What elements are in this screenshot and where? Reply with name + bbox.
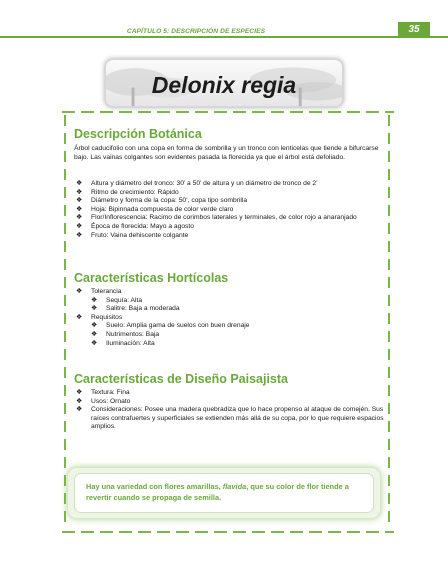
- section-heading-horticultural: Características Hortícolas: [74, 271, 229, 285]
- bullet-icon: ❖: [76, 188, 83, 196]
- bullet-icon: ❖: [76, 406, 83, 414]
- variety-note-text: Hay una variedad con flores amarillas, flavida, que su color de flor tiende a revertir cuando se propaga de semilla.: [86, 482, 349, 502]
- bullet-icon: ❖: [76, 288, 83, 295]
- variety-note-box: [68, 468, 380, 518]
- landscape-bullet-list: [76, 389, 386, 432]
- list-item: ❖ Hoja: Bipinnada compuesta de color verde claro: [76, 205, 234, 213]
- bullet-icon: ❖: [76, 231, 83, 239]
- horticultural-bullet-list: [76, 288, 386, 348]
- bullet-icon: ❖: [91, 322, 98, 330]
- title-banner: [104, 58, 344, 108]
- frame-border-right: [388, 115, 390, 527]
- list-item: ❖ Ritmo de crecimiento: Rápido: [76, 188, 179, 196]
- bullet-icon: ❖: [91, 296, 98, 304]
- botanical-paragraph: Árbol caducifolio con una copa en forma de sombrilla y un tronco con lenticelas que tiende a bifurcarse bajo. Las vainas colgantes son evidentes pasada la florecida ya que el árbol está defoliado.: [74, 145, 379, 162]
- list-item: ❖ Iluminación: Alta: [91, 339, 155, 347]
- list-item: ❖ Textura: Fina: [76, 389, 130, 396]
- list-item: ❖ Suelo: Amplia gama de suelos con buen drenaje: [91, 322, 250, 330]
- botanical-bullet-list: [76, 180, 386, 240]
- list-item: ❖ Nutrimentos: Baja: [91, 330, 160, 338]
- bullet-icon: ❖: [76, 313, 83, 321]
- section-heading-botanical: Descripción Botánica: [74, 127, 202, 141]
- frame-border-left: [64, 115, 66, 527]
- bullet-icon: ❖: [76, 222, 83, 230]
- list-item: ❖ Tolerancia: [76, 288, 122, 295]
- bullet-icon: ❖: [91, 330, 98, 338]
- bullet-icon: ❖: [76, 205, 83, 213]
- list-item: ❖ Sequía: Alta: [91, 296, 143, 304]
- list-item: ❖ Usos: Ornato: [76, 397, 131, 405]
- section-heading-landscape: Características de Diseño Paisajista: [74, 372, 289, 386]
- list-item: ❖ Fruto: Vaina dehiscente colgante: [76, 231, 189, 239]
- frame-border-top: [62, 111, 394, 113]
- list-item: ❖ Salitre: Baja a moderada: [91, 305, 180, 313]
- bullet-icon: ❖: [76, 397, 83, 405]
- list-item: ❖ Consideraciones: Posee una madera quebradiza que lo hace propenso al ataque de comején. Sus raíces contrafuertes y superficiales se extienden más allá de su copa, por lo que requiere espacios amplios.: [76, 406, 384, 431]
- bullet-icon: ❖: [76, 389, 83, 396]
- header-rule: [0, 36, 448, 38]
- list-item: ❖ Flor/Inflorescencia: Racimo de corimbos laterales y terminales, de color rojo a anaranjado: [76, 214, 357, 222]
- page-number-badge: [398, 22, 430, 38]
- page-header: [0, 22, 448, 37]
- list-item: ❖ Altura y diámetro del tronco: 30’ a 50’ de altura y un diámetro de tronco de 2’: [76, 180, 318, 187]
- bullet-icon: ❖: [91, 339, 98, 347]
- bullet-icon: ❖: [76, 180, 83, 187]
- frame-border-bottom: [62, 531, 394, 533]
- bullet-icon: ❖: [91, 305, 98, 313]
- species-title: Delonix regia: [151, 72, 297, 98]
- bullet-icon: ❖: [76, 214, 83, 222]
- bullet-icon: ❖: [76, 197, 83, 205]
- list-item: ❖ Época de florecida: Mayo a agosto: [76, 222, 194, 230]
- list-item: ❖ Requisitos: [76, 313, 123, 321]
- list-item: ❖ Diámetro y forma de la copa: 50’, copa tipo sombrilla: [76, 197, 248, 205]
- page-number: 35: [408, 24, 420, 35]
- chapter-title: CAPÍTULO 5: DESCRIPCIÓN DE ESPECIES: [126, 28, 266, 35]
